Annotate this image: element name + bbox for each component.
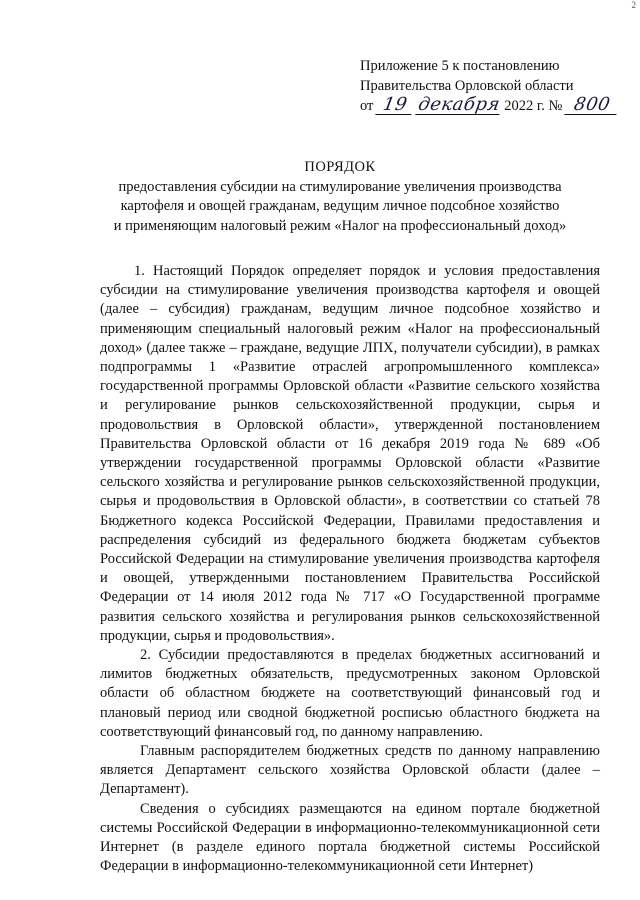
appendix-line-2: Правительства Орловской области bbox=[360, 78, 574, 94]
title-line-1: предоставления субсидии на стимулирование увеличения производства bbox=[118, 178, 562, 195]
year-text: 2022 г. № bbox=[504, 98, 563, 114]
appendix-date-line bbox=[360, 96, 630, 116]
handwritten-month: декабря bbox=[416, 94, 502, 115]
appendix-header bbox=[360, 56, 630, 116]
paragraph-3: Главным распорядителем бюджетных средств по данному направлению является Департамент сельского хозяйства Орловской области (далее – Департамент). bbox=[100, 743, 600, 798]
document-title bbox=[60, 158, 620, 236]
handwritten-number: 800 bbox=[564, 96, 619, 115]
title-line-2: картофеля и овощей гражданам, ведущим личное подсобное хозяйство bbox=[120, 198, 560, 214]
paragraph-1: 1. Настоящий Порядок определяет порядок и условия предоставления субсидии на стимулирование увеличения производства картофеля и овощей (далее – субсидия) гражданам, ведущим личное подсобное хозяйство и применяющим специальный налоговый режим «Налог на профессиональный доход» (далее также – граждане, ведущие ЛПХ, получатели субсидии), в рамках подпрограммы 1 «Развитие отраслей агропромышленного комплекса» государственной программы Орловской области «Развитие сельского хозяйства и регулирование рынков сельскохозяйственной продукции, сырья и продовольствия в Орловской области», утвержденной постановлением Правительства Орловской области от 16 декабря 2019 года № 689 «Об утверждении государственной программы Орловской области «Развитие сельского хозяйства и регулирование рынков сельскохозяйственной продукции, сырья и продовольствия в Орловской области», в соответствии со статьей 78 Бюджетного кодекса Российской Федерации, Правилами предоставления и распределения субсидий из федерального бюджета бюджетам субъектов Российской Федерации на стимулирование увеличения производства картофеля и овощей, утвержденными постановлением Правительства Российской Федерации от 14 июля 2012 года № 717 «О Государственной программе развития сельского хозяйства и регулирования рынков сельскохозяйственной продукции, сырья и продовольствия». bbox=[100, 263, 600, 644]
appendix-line-1: Приложение 5 к постановлению bbox=[360, 58, 560, 74]
document-body bbox=[100, 262, 600, 877]
handwritten-day: 19 bbox=[375, 96, 414, 115]
paragraph-4: Сведения о субсидиях размещаются на едином портале бюджетной системы Российской Федерации в информационно-телекоммуникационной сети Интернет (в разделе единого портала бюджетной системы Российской Федерации в информационно-телекоммуникационной сети Интернет) bbox=[100, 800, 600, 875]
from-label: от bbox=[360, 98, 374, 114]
paragraph-2: 2. Субсидии предоставляются в пределах бюджетных ассигнований и лимитов бюджетных обязательств, предусмотренных законом Орловской области об областном бюджете на соответствующий финансовый год и плановый период или сводной бюджетной росписью областного бюджета на соответствующий финансовый год, по данному направлению. bbox=[100, 647, 600, 740]
title-heading: ПОРЯДОК bbox=[304, 159, 376, 175]
title-line-3: и применяющим налоговый режим «Налог на профессиональный доход» bbox=[113, 217, 567, 234]
page-number: 2 bbox=[631, 0, 636, 10]
